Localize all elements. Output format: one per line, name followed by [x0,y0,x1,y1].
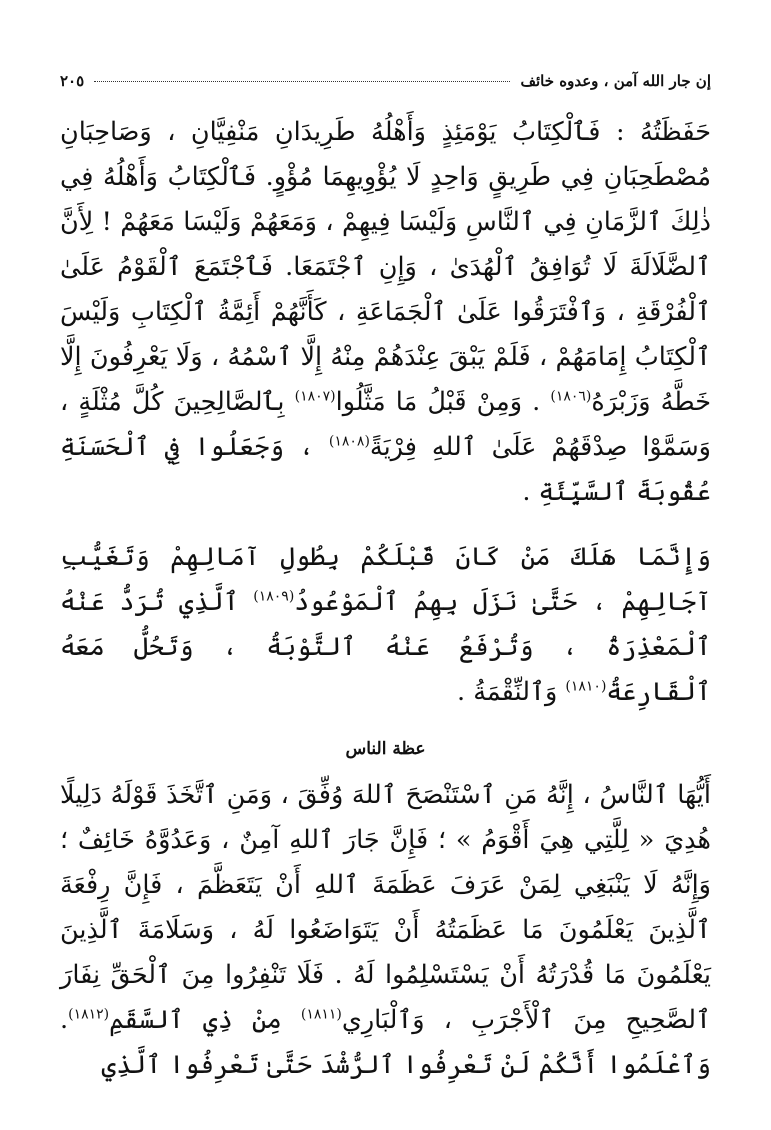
footnote-ref-1806: (١٨٠٦) [550,388,592,405]
text-run: بِٱلصَّالِحِينَ كُلَّ مُثْلَةٍ ، وَسَمَّوْا صِدْقَهُمْ عَلَىٰ ٱللهِ فِرْيَةً [60,387,711,462]
footnote-ref-1807: (١٨٠٧) [294,388,336,405]
leader-dots [94,81,510,82]
paragraph-1 [60,110,711,515]
text-run: حَفَظَتُهُ : فَٱلْكِتَابُ يَوْمَئِذٍ وَأَهْلُهُ طَرِيدَانِ مَنْفِيَّانِ ، وَصَاحِبَانِ مُصْطَحِبَانِ فِي طَرِيقٍ وَاحِدٍ لَا يُؤْوِيهِمَا مُؤْوٍ. فَٱلْكِتَابُ وَأَهْلُهُ فِي ذٰلِكَ ٱلزَّمَانِ فِي ٱلنَّاسِ وَلَيْسَا فِيهِمْ ، وَمَعَهُمْ وَلَيْسَا مَعَهُمْ ! لِأَنَّ ٱلضَّلَالَةَ لَا تُوَافِقُ ٱلْهُدَىٰ ، وَإِنِ ٱجْتَمَعَا. فَٱجْتَمَعَ ٱلْقَوْمُ عَلَىٰ ٱلْفُرْقَةِ ، وَٱفْتَرَقُوا عَلَىٰ ٱلْجَمَاعَةِ ، كَأَنَّهُمْ أَئِمَّةُ ٱلْكِتَابِ وَلَيْسَ ٱلْكِتَابُ إِمَامَهُمْ ، فَلَمْ يَبْقَ عِنْدَهُمْ مِنْهُ إِلَّا ٱسْمُهُ ، وَلَا يَعْرِفُونَ إِلَّا خَطَّهُ وَزَبْرَهُ [60,117,711,417]
footnote-ref-1811: (١٨١١) [300,1006,342,1023]
text-run: . وَمِنْ قَبْلُ مَا مَثَّلُوا [335,387,551,417]
text-run: ، وَجَعَلُوا فِي ٱلْحَسَنَةِ عُقُوبَةَ ٱلسَّيِّئَةِ . [60,432,711,507]
text-run: . وَٱعْلَمُوا أَنَّكُمْ لَنْ تَعْرِفُوا ٱلرُّشْدَ حَتَّىٰ تَعْرِفُوا ٱلَّذِي [60,1005,711,1080]
paragraph-2 [60,535,711,715]
running-header [60,72,711,98]
footnote-ref-1808: (١٨٠٨) [328,433,370,450]
footnote-ref-1809: (١٨٠٩) [253,588,295,605]
text-run: وَٱلنِّقْمَةُ . [457,677,566,707]
page-number: ٢٠٥ [60,72,85,90]
text-run: أَيُّهَا ٱلنَّاسُ ، إِنَّهُ مَنِ ٱسْتَنْصَحَ ٱللهَ وُفِّقَ ، وَمَنِ ٱتَّخَذَ قَوْلَهُ دَلِيلًا هُدِيَ « لِلَّتِي هِيَ أَقْوَمُ » ؛ فَإِنَّ جَارَ ٱللهِ آمِنٌ ، وَعَدُوَّهُ خَائِفٌ ؛ وَإِنَّهُ لَا يَنْبَغِي لِمَنْ عَرَفَ عَظَمَةَ ٱللهِ أَنْ يَتَعَظَّمَ ، فَإِنَّ رِفْعَةَ ٱلَّذِينَ يَعْلَمُونَ مَا عَظَمَتُهُ أَنْ يَتَوَاضَعُوا لَهُ ، وَسَلَامَةَ ٱلَّذِينَ يَعْلَمُونَ مَا قُدْرَتُهُ أَنْ يَسْتَسْلِمُوا لَهُ . فَلَا تَنْفِرُوا مِنَ ٱلْحَقِّ نِفَارَ ٱلصَّحِيحِ مِنَ ٱلْأَجْرَبِ ، وَٱلْبَارِي [60,780,712,1035]
running-header-title: إن جار الله آمن ، وعدوه خائف [520,72,711,90]
text-run: ٱلَّذِي تُرَدُّ عَنْهُ ٱلْمَعْذِرَةُ ، وَتُرْفَعُ عَنْهُ ٱلتَّوْبَةُ ، وَتَحُلُّ مَعَهُ ٱلْقَارِعَةُ [60,587,711,707]
text-run: وَإِنَّمَا هَلَكَ مَنْ كَانَ قَبْلَكُمْ بِطُولِ آمَالِهِمْ وَتَغَيُّبِ آجَالِهِمْ ، حَتَّىٰ نَزَلَ بِهِمُ ٱلْمَوْعُودُ [60,542,712,617]
footnote-ref-1810: (١٨١٠) [565,678,607,695]
section-heading: عظة الناس [345,739,426,759]
text-run: مِنْ ذِي ٱلسَّقَمِ [109,1005,301,1035]
paragraph-3 [60,773,711,1088]
footnote-ref-1812: (١٨١٢) [68,1006,110,1023]
